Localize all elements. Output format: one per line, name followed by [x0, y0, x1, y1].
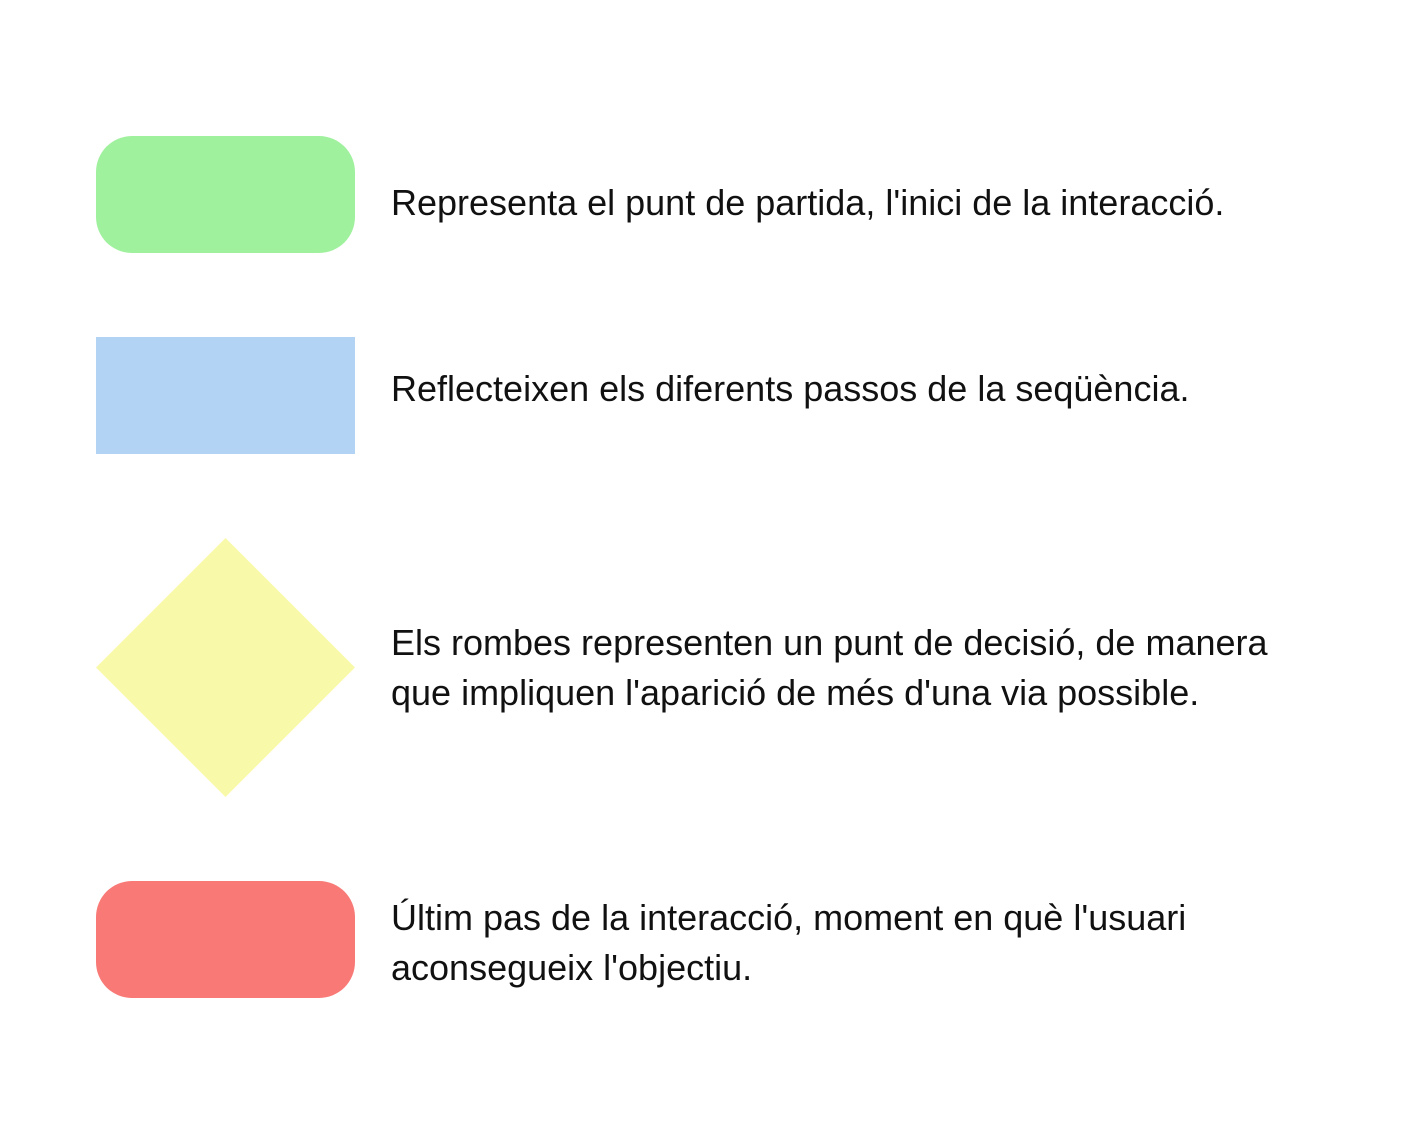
- decision-description-line-1: Els rombes representen un punt de decisió, de manera: [391, 622, 1268, 663]
- start-description: [391, 178, 1351, 228]
- decision-description-line-2: que impliquen l'aparició de més d'una via possible.: [391, 672, 1200, 713]
- diamond-icon: [96, 538, 355, 797]
- step-description: [391, 364, 1351, 414]
- end-description-line-2: aconsegueix l'objectiu.: [391, 947, 753, 988]
- step-description-text: Reflecteixen els diferents passos de la seqüència.: [391, 368, 1190, 409]
- end-description: [391, 893, 1351, 993]
- end-rounded-rectangle-shape: [96, 881, 355, 998]
- start-description-text: Representa el punt de partida, l'inici de la interacció.: [391, 182, 1225, 223]
- step-rectangle-shape: [96, 337, 355, 454]
- decision-diamond-shape: [96, 538, 355, 797]
- start-rounded-rectangle-shape: [96, 136, 355, 253]
- diamond-polygon: [96, 538, 355, 797]
- decision-description: [391, 618, 1351, 718]
- end-description-line-1: Últim pas de la interacció, moment en què l'usuari: [391, 897, 1187, 938]
